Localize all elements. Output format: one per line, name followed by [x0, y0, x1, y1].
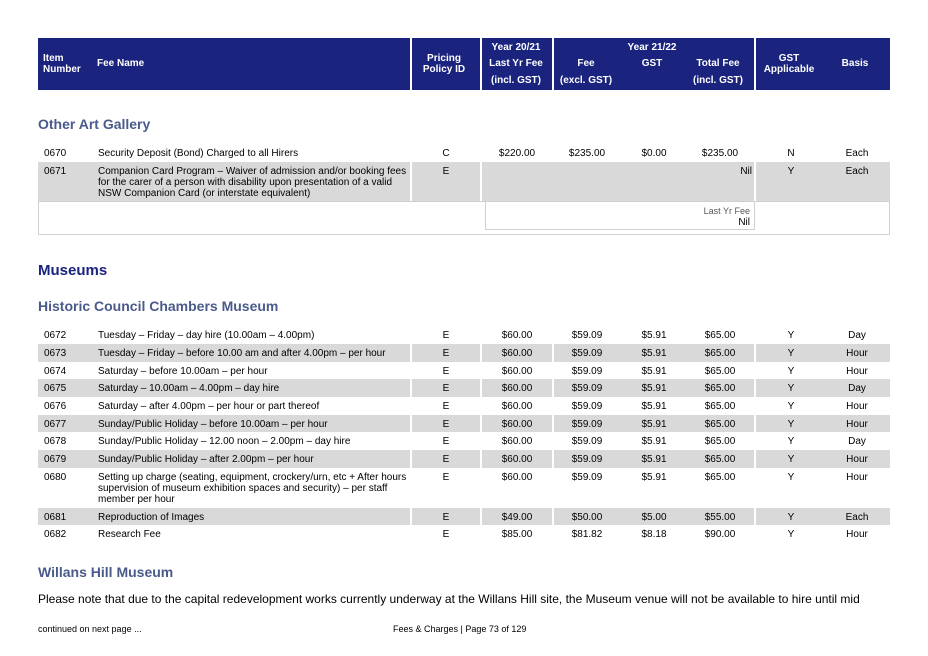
last-yr-fee-box — [38, 201, 890, 235]
gst-applicable: Y — [787, 529, 795, 540]
item-number: 0676 — [44, 401, 67, 412]
policy-id: E — [442, 512, 450, 523]
item-number: 0680 — [44, 472, 67, 483]
gst: $5.91 — [641, 330, 667, 341]
header-total-fee-2: (incl. GST) — [693, 75, 743, 86]
last-yr-fee-label: Last Yr Fee — [703, 206, 750, 216]
table-header — [38, 38, 890, 90]
basis: Hour — [846, 454, 868, 465]
table-row — [38, 379, 890, 397]
policy-id: E — [442, 330, 450, 341]
header-total-fee-1: Total Fee — [696, 58, 740, 69]
total-fee: $65.00 — [704, 454, 736, 465]
fee: $59.09 — [571, 348, 603, 359]
basis: Hour — [846, 419, 868, 430]
total-fee: $65.00 — [704, 472, 736, 483]
last-yr-fee: $60.00 — [501, 348, 533, 359]
fee-name: Tuesday – Friday – before 10.00 am and after 4.00pm – per hour — [98, 348, 386, 359]
gst: $0.00 — [641, 148, 667, 159]
header-year-curr: Year 21/22 — [627, 42, 677, 53]
header-gst: GST — [641, 58, 663, 69]
table-row — [38, 450, 890, 468]
fee: $59.09 — [571, 472, 603, 483]
last-yr-fee: $60.00 — [501, 472, 533, 483]
total-fee: $235.00 — [701, 148, 739, 159]
fee: $59.09 — [571, 454, 603, 465]
policy-id: C — [442, 148, 450, 159]
policy-id: E — [442, 401, 450, 412]
section-other-art-gallery: Other Art Gallery — [38, 116, 151, 132]
total-fee: $65.00 — [704, 366, 736, 377]
policy-id: E — [442, 472, 450, 483]
header-pricing-2: Policy ID — [422, 64, 466, 75]
gst-applicable: Y — [787, 330, 795, 341]
header-item-number-2: Number — [43, 64, 81, 75]
footer-page: Fees & Charges | Page 73 of 129 — [393, 624, 527, 634]
policy-id: E — [442, 419, 450, 430]
table-row — [38, 468, 890, 508]
fee-name: Saturday – after 4.00pm – per hour or part thereof — [98, 401, 320, 412]
basis: Each — [845, 166, 869, 177]
section-historic-council: Historic Council Chambers Museum — [38, 298, 279, 314]
gst: $5.91 — [641, 366, 667, 377]
item-number: 0672 — [44, 330, 67, 341]
header-basis: Basis — [841, 58, 869, 69]
fee-name: Sunday/Public Holiday – before 10.00am – per hour — [98, 419, 328, 430]
last-yr-fee: $60.00 — [501, 366, 533, 377]
gst-applicable: Y — [787, 512, 795, 523]
item-number: 0677 — [44, 419, 67, 430]
table-row — [38, 344, 890, 362]
fee-name: Security Deposit (Bond) Charged to all Hirers — [98, 148, 299, 159]
basis: Hour — [846, 472, 868, 483]
header-last-yr-fee-2: (incl. GST) — [491, 75, 541, 86]
gst-applicable: Y — [787, 401, 795, 412]
fee: $59.09 — [571, 330, 603, 341]
total-fee: Nil — [740, 166, 752, 177]
last-yr-fee: $220.00 — [498, 148, 536, 159]
table-row — [38, 415, 890, 432]
basis: Day — [848, 436, 866, 447]
fee: $59.09 — [571, 366, 603, 377]
last-yr-fee: $60.00 — [501, 419, 533, 430]
footer-continued: continued on next page ... — [38, 624, 142, 634]
total-fee: $55.00 — [704, 512, 736, 523]
gst: $5.91 — [641, 419, 667, 430]
policy-id: E — [442, 166, 450, 177]
gst-applicable: Y — [787, 366, 795, 377]
total-fee: $65.00 — [704, 436, 736, 447]
basis: Hour — [846, 348, 868, 359]
gst: $5.91 — [641, 436, 667, 447]
gst-applicable: Y — [787, 436, 795, 447]
policy-id: E — [442, 348, 450, 359]
fee-name: Setting up charge (seating, equipment, crockery/urn, etc + After hours supervision of museum exhibition spaces and security) – per staff member per hour — [98, 472, 407, 505]
table-row — [38, 525, 890, 543]
header-fee-1: Fee — [577, 58, 595, 69]
fee-name: Reproduction of Images — [98, 512, 205, 523]
item-number: 0674 — [44, 366, 67, 377]
fee-name: Sunday/Public Holiday – 12.00 noon – 2.00pm – day hire — [98, 436, 351, 447]
gst: $5.91 — [641, 383, 667, 394]
table-row — [38, 326, 890, 344]
fee: $59.09 — [571, 401, 603, 412]
gst-applicable: Y — [787, 454, 795, 465]
total-fee: $65.00 — [704, 401, 736, 412]
fee-name: Saturday – before 10.00am – per hour — [98, 366, 268, 377]
item-number: 0681 — [44, 512, 67, 523]
header-year-prev: Year 20/21 — [491, 42, 541, 53]
policy-id: E — [442, 529, 450, 540]
gst-applicable: Y — [787, 419, 795, 430]
total-fee: $65.00 — [704, 419, 736, 430]
fee: $59.09 — [571, 436, 603, 447]
item-number: 0679 — [44, 454, 67, 465]
gst: $5.91 — [641, 348, 667, 359]
gst: $5.91 — [641, 454, 667, 465]
fee-name: Research Fee — [98, 529, 161, 540]
table-row — [38, 432, 890, 450]
section-museums: Museums — [38, 262, 108, 279]
table-row — [38, 162, 890, 201]
last-yr-fee: $60.00 — [501, 401, 533, 412]
basis: Day — [848, 330, 866, 341]
basis: Hour — [846, 401, 868, 412]
fee: $59.09 — [571, 419, 603, 430]
gst: $5.00 — [641, 512, 667, 523]
table-row — [38, 508, 890, 525]
fee-name: Tuesday – Friday – day hire (10.00am – 4.00pm) — [98, 330, 315, 341]
table-row — [38, 362, 890, 379]
item-number: 0682 — [44, 529, 67, 540]
gst: $5.91 — [641, 472, 667, 483]
last-yr-fee: $60.00 — [501, 454, 533, 465]
header-last-yr-fee-1: Last Yr Fee — [489, 58, 543, 69]
basis: Each — [845, 148, 869, 159]
fee: $235.00 — [568, 148, 606, 159]
item-number: 0673 — [44, 348, 67, 359]
last-yr-fee-value: Nil — [738, 217, 750, 228]
gst-applicable: Y — [787, 472, 795, 483]
table-row — [38, 397, 890, 415]
policy-id: E — [442, 436, 450, 447]
gst-applicable: Y — [787, 166, 795, 177]
header-fee-name: Fee Name — [97, 58, 145, 69]
header-pricing-1: Pricing — [427, 53, 461, 64]
policy-id: E — [442, 454, 450, 465]
gst: $8.18 — [641, 529, 667, 540]
header-item-number-1: Item — [43, 53, 64, 64]
willans-note: Please note that due to the capital redevelopment works currently underway at the Willans Hill site, the Museum venue will not be available to hire until mid — [38, 592, 860, 606]
fee: $59.09 — [571, 383, 603, 394]
policy-id: E — [442, 366, 450, 377]
header-fee-2: (excl. GST) — [559, 75, 613, 86]
total-fee: $65.00 — [704, 348, 736, 359]
last-yr-fee: $49.00 — [501, 512, 533, 523]
gst-applicable: N — [787, 148, 795, 159]
last-yr-fee: $60.00 — [501, 383, 533, 394]
total-fee: $65.00 — [704, 383, 736, 394]
fee: $81.82 — [571, 529, 603, 540]
item-number: 0675 — [44, 383, 67, 394]
fee-name: Companion Card Program – Waiver of admission and/or booking fees for the carer of a person with disability upon presentation of a valid NSW Companion Card (or interstate equivalent) — [98, 166, 407, 199]
item-number: 0670 — [44, 148, 67, 159]
basis: Day — [848, 383, 866, 394]
last-yr-fee: $85.00 — [501, 529, 533, 540]
item-number: 0678 — [44, 436, 67, 447]
gst-applicable: Y — [787, 348, 795, 359]
basis: Hour — [846, 366, 868, 377]
section-willans-hill: Willans Hill Museum — [38, 564, 174, 580]
last-yr-fee: $60.00 — [501, 330, 533, 341]
basis: Each — [845, 512, 869, 523]
gst-applicable: Y — [787, 383, 795, 394]
total-fee: $65.00 — [704, 330, 736, 341]
policy-id: E — [442, 383, 450, 394]
item-number: 0671 — [44, 166, 67, 177]
fee: $50.00 — [571, 512, 603, 523]
header-gst-applicable-1: GST — [778, 53, 800, 64]
gst: $5.91 — [641, 401, 667, 412]
fee-name: Sunday/Public Holiday – after 2.00pm – per hour — [98, 454, 314, 465]
last-yr-fee: $60.00 — [501, 436, 533, 447]
total-fee: $90.00 — [704, 529, 736, 540]
fee-name: Saturday – 10.00am – 4.00pm – day hire — [98, 383, 280, 394]
basis: Hour — [846, 529, 868, 540]
header-gst-applicable-2: Applicable — [763, 64, 815, 75]
table-row — [38, 144, 890, 162]
